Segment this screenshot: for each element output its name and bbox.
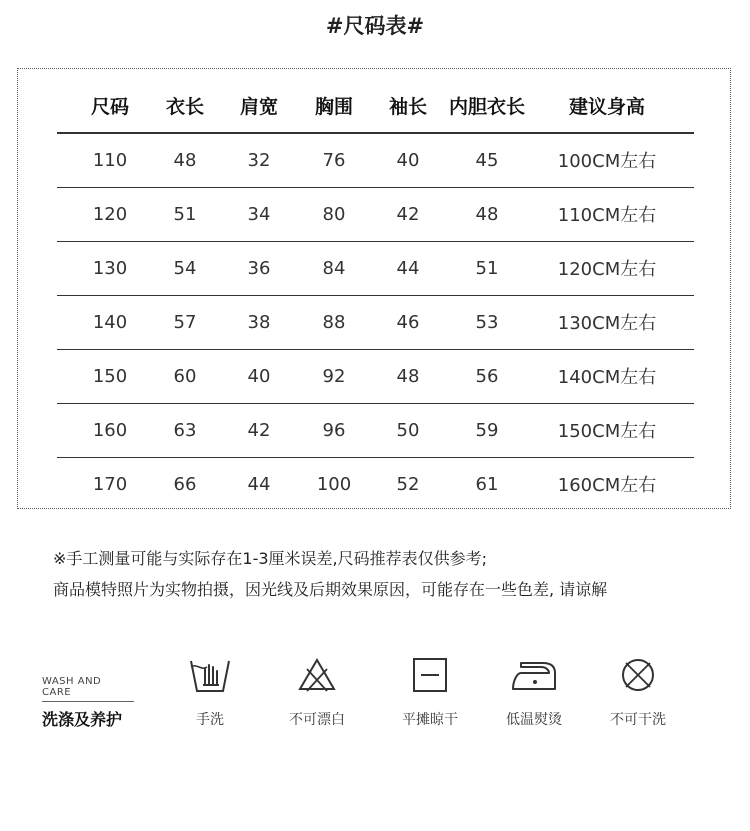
care-label: 手洗: [196, 712, 224, 728]
cell-length: 57: [173, 311, 197, 333]
cell-height: 160CM左右: [557, 475, 657, 496]
care-label: 平摊晾干: [402, 712, 458, 728]
cell-inner-length: 53: [475, 311, 499, 333]
cell-chest: 88: [322, 311, 346, 333]
cell-inner-length: 61: [475, 473, 499, 495]
low-iron-icon: [509, 655, 559, 695]
cell-length: 48: [173, 149, 197, 171]
cell-inner-length: 59: [475, 419, 499, 441]
cell-chest: 96: [322, 419, 346, 441]
care-item-no-bleach: [262, 655, 372, 729]
care-label: 不可干洗: [610, 712, 666, 728]
cell-height: 140CM左右: [557, 367, 657, 388]
cell-shoulder: 32: [247, 149, 271, 171]
cell-chest: 80: [322, 203, 346, 225]
header-height: 建议身高: [568, 95, 646, 118]
cell-chest: 100: [316, 473, 352, 495]
cell-sleeve: 40: [396, 149, 420, 171]
cell-size: 140: [92, 311, 128, 333]
cell-size: 130: [92, 257, 128, 279]
table-row: [0, 349, 750, 403]
care-item-dry-flat: [375, 655, 485, 729]
care-label: 不可漂白: [289, 712, 345, 728]
cell-shoulder: 34: [247, 203, 271, 225]
table-header-row: [0, 78, 750, 132]
cell-shoulder: 44: [247, 473, 271, 495]
cell-height: 110CM左右: [557, 205, 657, 226]
cell-chest: 76: [322, 149, 346, 171]
hand-wash-icon: [187, 655, 233, 695]
care-label: 低温熨烫: [506, 712, 562, 728]
header-length: 衣长: [165, 95, 205, 118]
cell-sleeve: 52: [396, 473, 420, 495]
cell-chest: 92: [322, 365, 346, 387]
care-title-cn: 洗涤及养护: [42, 710, 123, 729]
no-dry-clean-icon: [615, 655, 661, 695]
cell-height: 130CM左右: [557, 313, 657, 334]
cell-size: 110: [92, 149, 128, 171]
cell-inner-length: 48: [475, 203, 499, 225]
cell-size: 120: [92, 203, 128, 225]
dry-flat-icon: [407, 655, 453, 695]
cell-sleeve: 50: [396, 419, 420, 441]
cell-length: 66: [173, 473, 197, 495]
header-sleeve: 袖长: [388, 95, 428, 118]
cell-shoulder: 40: [247, 365, 271, 387]
cell-inner-length: 45: [475, 149, 499, 171]
no-bleach-icon: [294, 655, 340, 695]
cell-sleeve: 46: [396, 311, 420, 333]
header-size: 尺码: [90, 95, 130, 118]
table-row: [0, 457, 750, 511]
cell-length: 54: [173, 257, 197, 279]
header-chest: 胸围: [314, 95, 354, 118]
page-title: #尺码表#: [325, 14, 425, 38]
note-line-1: ※手工测量可能与实际存在1-3厘米误差,尺码推荐表仅供参考;: [53, 549, 488, 568]
cell-length: 51: [173, 203, 197, 225]
table-row: [0, 403, 750, 457]
cell-length: 63: [173, 419, 197, 441]
care-item-no-dry-clean: [583, 655, 693, 729]
table-row: [0, 133, 750, 187]
header-inner-length: 内胆衣长: [448, 95, 526, 118]
cell-shoulder: 42: [247, 419, 271, 441]
cell-inner-length: 56: [475, 365, 499, 387]
care-item-hand-wash: [155, 655, 265, 729]
care-brand: [42, 676, 134, 730]
cell-shoulder: 36: [247, 257, 271, 279]
cell-inner-length: 51: [475, 257, 499, 279]
header-shoulder: 肩宽: [239, 95, 279, 118]
table-row: [0, 187, 750, 241]
cell-size: 170: [92, 473, 128, 495]
care-item-low-iron: [479, 655, 589, 729]
care-title-en: WASH AND CARE: [42, 676, 134, 702]
cell-shoulder: 38: [247, 311, 271, 333]
cell-length: 60: [173, 365, 197, 387]
cell-size: 150: [92, 365, 128, 387]
cell-height: 100CM左右: [557, 151, 657, 172]
table-row: [0, 295, 750, 349]
cell-chest: 84: [322, 257, 346, 279]
cell-sleeve: 44: [396, 257, 420, 279]
cell-size: 160: [92, 419, 128, 441]
note-line-2: 商品模特照片为实物拍摄，因光线及后期效果原因，可能存在一些色差, 请谅解: [53, 580, 608, 599]
cell-sleeve: 42: [396, 203, 420, 225]
cell-height: 120CM左右: [557, 259, 657, 280]
cell-height: 150CM左右: [557, 421, 657, 442]
table-row: [0, 241, 750, 295]
cell-sleeve: 48: [396, 365, 420, 387]
